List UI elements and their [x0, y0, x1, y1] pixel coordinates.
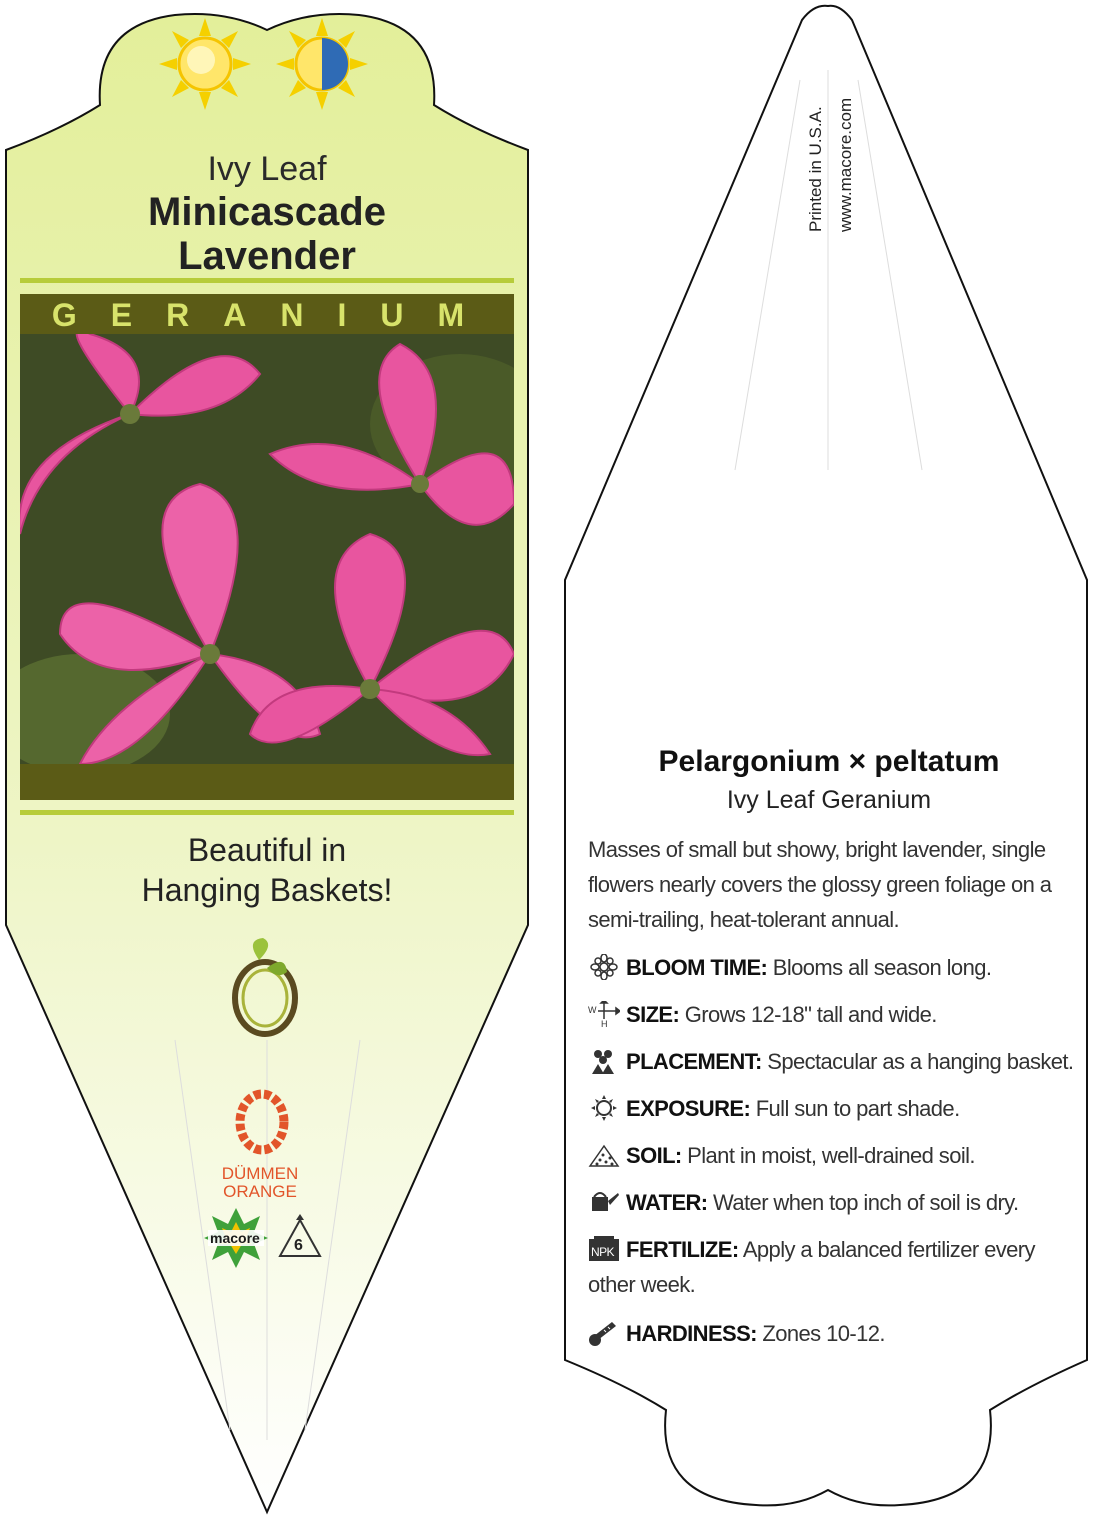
flower-illustration	[20, 334, 514, 764]
care-text: Blooms all season long.	[767, 955, 992, 980]
dummen-line1: DÜMMEN	[221, 1164, 299, 1183]
full-sun-icon	[159, 18, 251, 110]
printed-in: Printed in U.S.A.	[806, 106, 825, 232]
genus-band: GERANIUM	[20, 294, 514, 334]
placement-icon	[588, 1048, 620, 1074]
botanical-name: Pelargonium × peltatum	[658, 745, 1000, 778]
tagline-line2: Hanging Baskets!	[141, 872, 393, 908]
care-text: Apply a balanced fertilizer every other week.	[588, 1237, 1035, 1297]
common-name: Ivy Leaf Geranium	[726, 786, 932, 814]
website: www.macore.com	[836, 97, 855, 232]
care-fertilize	[588, 1232, 1078, 1302]
care-placement	[588, 1044, 1078, 1079]
flower-icon	[588, 954, 620, 980]
tagline	[20, 830, 514, 910]
description: Masses of small but showy, bright lavender, single flowers nearly covers the glossy green foliage on a semi-trailing, heat-tolerant annual.	[588, 837, 1052, 932]
svg-text:H: H	[601, 1019, 607, 1027]
svg-text:W: W	[588, 1005, 596, 1015]
care-size	[588, 997, 1078, 1032]
npk-icon	[588, 1236, 620, 1262]
soil-icon	[588, 1142, 620, 1168]
care-label: PLACEMENT:	[626, 1049, 762, 1074]
care-text: Water when top inch of soil is dry.	[707, 1190, 1019, 1215]
care-hardiness	[588, 1316, 1078, 1351]
care-label: FERTILIZE:	[626, 1237, 739, 1262]
care-text: Plant in moist, well-drained soil.	[681, 1143, 975, 1168]
recycle-number: 6	[294, 1237, 303, 1254]
care-label: WATER:	[626, 1190, 708, 1215]
part-sun-icon	[276, 18, 368, 110]
care-text: Full sun to part shade.	[750, 1096, 960, 1121]
variety-name-line1: Minicascade	[148, 190, 386, 234]
thermometer-icon	[588, 1320, 620, 1346]
flower-photo	[20, 334, 514, 764]
care-label: SOIL:	[626, 1143, 682, 1168]
care-water	[588, 1185, 1078, 1220]
care-label: EXPOSURE:	[626, 1096, 751, 1121]
care-text: Spectacular as a hanging basket.	[761, 1049, 1074, 1074]
accent-line	[20, 810, 514, 815]
photo-bottom-band	[20, 764, 514, 800]
variety-prefix: Ivy Leaf	[207, 150, 327, 188]
care-bloom-time	[588, 950, 1078, 985]
care-exposure	[588, 1091, 1078, 1126]
care-text: Grows 12-18" tall and wide.	[679, 1002, 937, 1027]
care-label: SIZE:	[626, 1002, 680, 1027]
svg-text:NPK: NPK	[591, 1245, 614, 1259]
dummen-line2: ORANGE	[223, 1182, 297, 1201]
care-soil	[588, 1138, 1078, 1173]
variety-name	[20, 190, 514, 278]
sun-icon	[588, 1095, 620, 1121]
care-label: BLOOM TIME:	[626, 955, 768, 980]
size-icon	[588, 1001, 620, 1027]
care-label: HARDINESS:	[626, 1321, 757, 1346]
tagline-line1: Beautiful in	[187, 832, 347, 868]
variety-name-line2: Lavender	[178, 234, 356, 278]
dummen-orange-wordmark	[200, 1165, 320, 1201]
care-text: Zones 10-12.	[756, 1321, 885, 1346]
printer-info	[806, 62, 866, 242]
macore-label: macore	[210, 1230, 260, 1246]
watering-can-icon	[588, 1189, 620, 1215]
